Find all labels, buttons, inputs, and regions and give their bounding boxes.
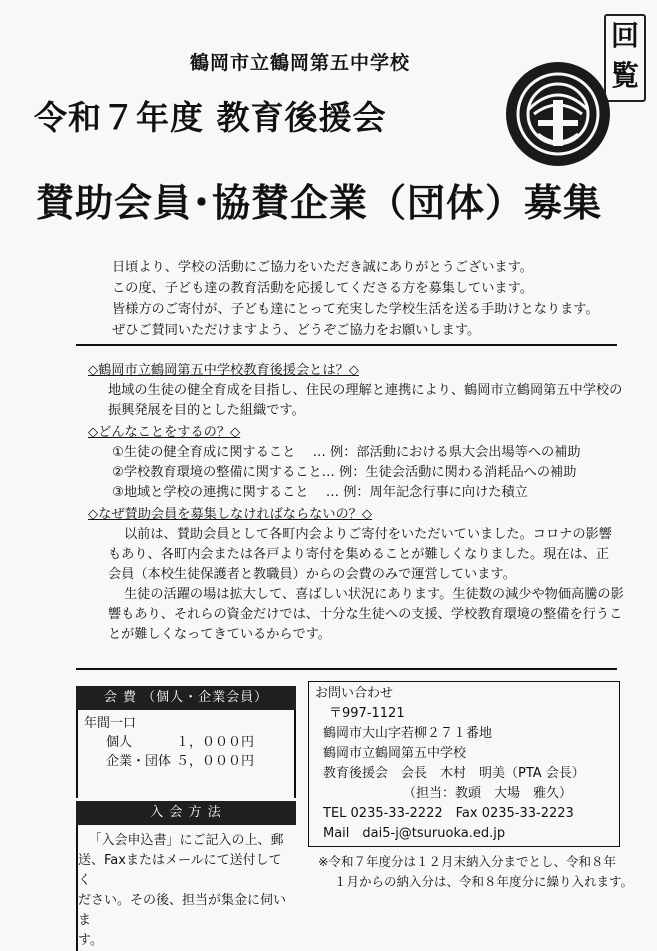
title-line2: 賛助会員･協賛企業（団体）募集 [36, 181, 603, 225]
footnote-line: １月からの納入分は、令和８年度分に繰り入れます。 [334, 874, 634, 889]
about-section [88, 361, 624, 645]
contact-title: お問い合わせ [315, 686, 394, 701]
fee-individual-amount: １，０００円 [176, 735, 255, 750]
method-line: す。 [78, 933, 103, 948]
answer-why-line: 響もあり、それらの資金だけでは、十分な生徒への支援、学校教育環境の整備を行うこ [108, 607, 623, 622]
bottom-divider [76, 668, 617, 670]
title-line1: 令和７年度 教育後援会 [34, 98, 387, 137]
fee-company-amount: ５，０００円 [176, 754, 255, 769]
answer-why-line: とが難しくなってきているからです。 [108, 627, 331, 642]
activity-item: ②学校教育環境の整備に関すること… 例：生徒会活動に関わる消耗品への補助 [112, 465, 577, 480]
method-header: 入 会 方 法 [76, 801, 296, 825]
circulation-stamp: 回覧 [604, 14, 646, 102]
contact-postal: 〒997-1121 [329, 706, 405, 721]
fee-company-label: 企業・団体 [106, 754, 172, 769]
question-what-do: ◇どんなことをするの？◇ [88, 425, 241, 440]
intro-paragraph [112, 257, 599, 341]
method-line: 「入会申込書」にご記入の上、郵 [88, 833, 284, 848]
contact-address: 鶴岡市大山字若柳２７１番地 [323, 726, 493, 741]
fees-header: 会 費 （個人・企業会員） [76, 686, 296, 710]
answer-what-is-line1: 地域の生徒の健全育成を目指し、住民の理解と連携により、鶴岡市立鶴岡第五中学校の [108, 383, 623, 398]
intro-line: 日頃より、学校の活動にご協力をいただき誠にありがとうございます。 [112, 260, 533, 275]
method-line: ださい。その後、担当が集金に伺いま [78, 893, 287, 928]
intro-line: 皆様方のご寄付が、子ども達にとって充実した学校生活を送る手助けとなります。 [112, 302, 599, 317]
contact-org: 鶴岡市立鶴岡第五中学校 [323, 746, 467, 761]
fees-body [76, 710, 296, 798]
question-why: ◇なぜ賛助会員を募集しなければならないの？◇ [88, 507, 373, 522]
answer-why-line: もあり、各町内会または各戸より寄付を集めることが難しくなりました。現在は、正 [108, 547, 610, 562]
answer-why-line: 会員（本校生徒保護者と教職員）からの会費のみで運営しています。 [108, 567, 516, 582]
activity-item: ③地域と学校の連携に関すること … 例：周年記念行事に向けた積立 [112, 485, 528, 500]
intro-line: ぜひご賛同いただけますよう、どうぞご協力をお願いします。 [112, 323, 481, 338]
school-emblem-icon [504, 60, 612, 168]
question-what-is: ◇鶴岡市立鶴岡第五中学校教育後援会とは？◇ [88, 363, 359, 378]
answer-why-line: 以前は、賛助会員として各町内会よりご寄付をいただいていました。コロナの影響 [124, 527, 612, 542]
contact-person: 教育後援会 会長 木村 明美（PTA 会長） [323, 766, 585, 781]
activity-item: ①生徒の健全育成に関すること … 例：部活動における県大会出場等への補助 [112, 445, 581, 460]
school-name: 鶴岡市立鶴岡第五中学校 [190, 52, 411, 74]
contact-staff: （担当：教頭 大場 雅久） [403, 786, 573, 801]
footnote-line: ※令和７年度分は１２月末納入分までとし、令和８年 [318, 854, 616, 869]
contact-mail: Mail dai5-j@tsuruoka.ed.jp [323, 826, 506, 841]
contact-box [308, 681, 620, 847]
method-line: 送、Faxまたはメールにて送付してく [78, 853, 282, 888]
intro-line: この度、子ども達の教育活動を応援してくださる方を募集しています。 [112, 281, 533, 296]
fee-individual-label: 個人 [106, 735, 133, 750]
method-body [76, 825, 296, 951]
answer-what-is-line2: 振興発展を目的とした組織です。 [108, 403, 305, 418]
top-divider [76, 344, 617, 346]
footnote [318, 852, 633, 892]
fees-period: 年間一口 [84, 716, 137, 731]
answer-why-line: 生徒の活躍の場は拡大して、喜ばしい状況にあります。生徒数の減少や物価高騰の影 [124, 587, 624, 602]
contact-tel-fax: TEL 0235-33-2222 Fax 0235-33-2223 [323, 806, 574, 821]
fees-box [76, 686, 296, 951]
